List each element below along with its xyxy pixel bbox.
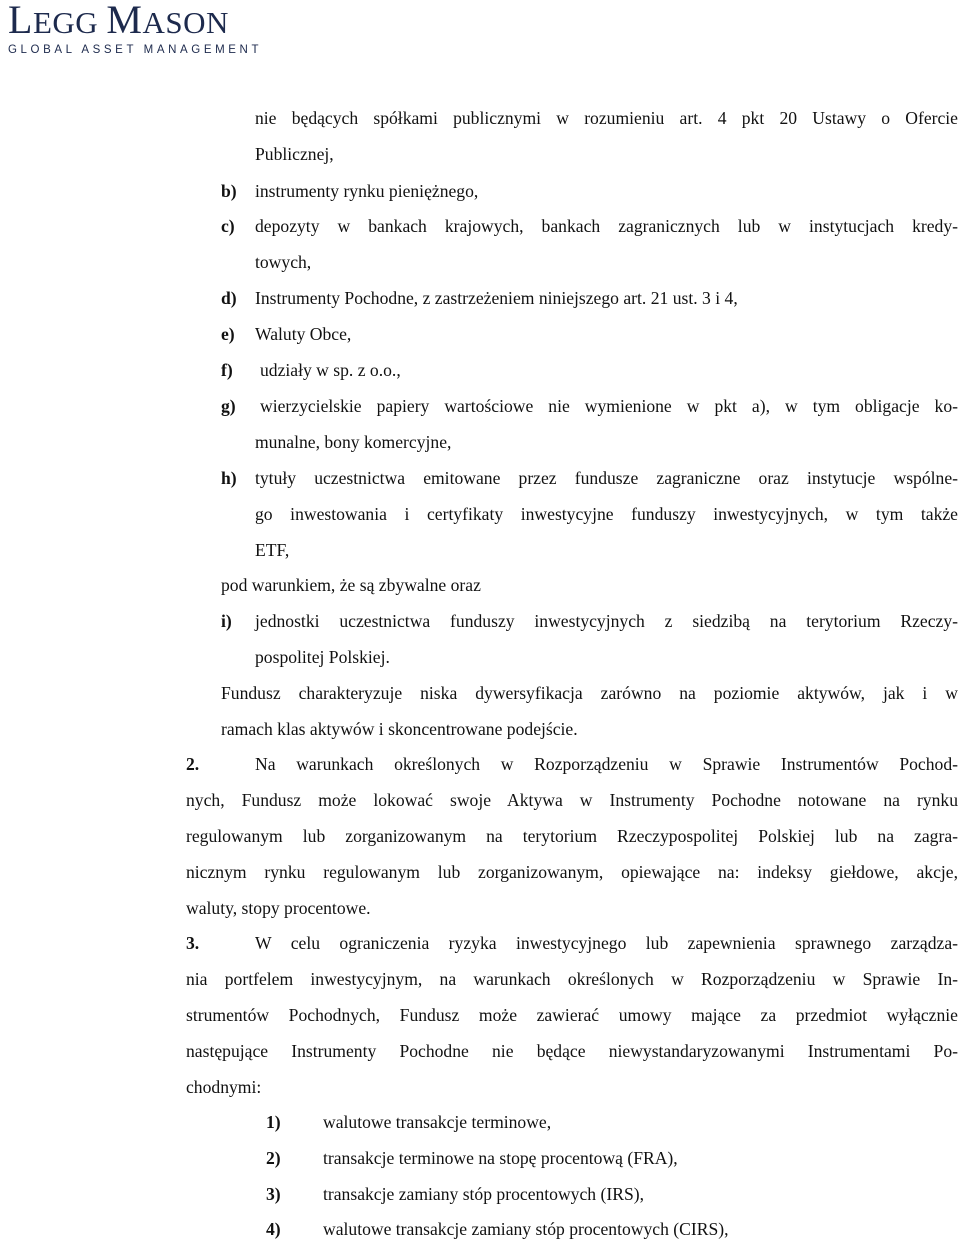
section-2-line-5: waluty, stopy procentowe.	[186, 898, 371, 918]
numbered-1-label: 1)	[266, 1112, 281, 1132]
numbered-4-label: 4)	[266, 1219, 281, 1239]
section-2-line-2: nych, Fundusz może lokować swoje Aktywa w Instrumenty Pochodne notowane na rynku	[186, 790, 958, 810]
logo-ason: ASON	[142, 5, 229, 40]
list-h-line-1: tytuły uczestnictwa emitowane przez fundusze zagraniczne oraz instytucje wspólne-	[255, 468, 958, 488]
logo-wordmark	[8, 0, 262, 43]
numbered-3-text: transakcje zamiany stóp procentowych (IRS),	[323, 1184, 644, 1204]
list-h-line-2: go inwestowania i certyfikaty inwestycyjne funduszy inwestycyjnych, w tym także	[255, 504, 958, 524]
numbered-2-text: transakcje terminowe na stopę procentową (FRA),	[323, 1148, 678, 1168]
list-b-label: b)	[221, 181, 237, 201]
logo-tagline: GLOBAL ASSET MANAGEMENT	[8, 44, 263, 56]
list-e-text: Waluty Obce,	[255, 324, 352, 344]
numbered-3-label: 3)	[266, 1184, 281, 1204]
section-2-number: 2.	[186, 754, 200, 774]
list-c-label: c)	[221, 216, 235, 236]
numbered-4-text: walutowe transakcje zamiany stóp procentowych (CIRS),	[323, 1219, 729, 1239]
list-i-line-2: pospolitej Polskiej.	[255, 647, 390, 667]
fund-line-2: ramach klas aktywów i skoncentrowane podejście.	[221, 719, 578, 739]
list-g-line-2: munalne, bony komercyjne,	[255, 432, 452, 452]
list-g-line-1: wierzycielskie papiery wartościowe nie wymienione w pkt a), w tym obligacje ko-	[260, 396, 958, 416]
section-3-number: 3.	[186, 933, 200, 953]
section-3-line-4: następujące Instrumenty Pochodne nie będące niewystandaryzowanymi Instrumentami Po-	[186, 1041, 958, 1061]
list-d-label: d)	[221, 288, 237, 308]
section-3-line-5: chodnymi:	[186, 1077, 262, 1097]
section-2-line-1: Na warunkach określonych w Rozporządzeniu w Sprawie Instrumentów Pochod-	[255, 754, 958, 774]
logo-m: M	[106, 0, 143, 42]
list-b-text: instrumenty rynku pieniężnego,	[255, 181, 479, 201]
logo-l: L	[8, 0, 33, 42]
logo-egg: EGG	[32, 5, 107, 40]
list-h-label: h)	[221, 468, 237, 488]
list-a-line-1: nie będących spółkami publicznymi w rozumieniu art. 4 pkt 20 Ustawy o Ofercie	[255, 108, 958, 128]
section-2-line-3: regulowanym lub zorganizowanym na terytorium Rzeczypospolitej Polskiej lub na zagra-	[186, 826, 958, 846]
list-c-line-2: towych,	[255, 252, 312, 272]
list-e-label: e)	[221, 324, 235, 344]
legg-mason-logo	[8, 0, 262, 56]
numbered-1-text: walutowe transakcje terminowe,	[323, 1112, 552, 1132]
list-d-text: Instrumenty Pochodne, z zastrzeżeniem niniejszego art. 21 ust. 3 i 4,	[255, 288, 738, 308]
section-3-line-1: W celu ograniczenia ryzyka inwestycyjnego lub zapewnienia sprawnego zarządza-	[255, 933, 958, 953]
condition-line: pod warunkiem, że są zbywalne oraz	[221, 575, 481, 595]
list-f-label: f)	[221, 360, 233, 380]
numbered-2-label: 2)	[266, 1148, 281, 1168]
list-h-line-3: ETF,	[255, 540, 290, 560]
list-c-line-1: depozyty w bankach krajowych, bankach zagranicznych lub w instytucjach kredy-	[255, 216, 958, 236]
list-a-line-2: Publicznej,	[255, 144, 334, 164]
section-3-line-2: nia portfelem inwestycyjnym, na warunkach określonych w Rozporządzeniu w Sprawie In-	[186, 969, 958, 989]
list-i-label: i)	[221, 611, 232, 631]
list-g-label: g)	[221, 396, 236, 416]
section-3-line-3: strumentów Pochodnych, Fundusz może zawierać umowy mające za przedmiot wyłącznie	[186, 1005, 958, 1025]
list-f-text: udziały w sp. z o.o.,	[260, 360, 401, 380]
fund-line-1: Fundusz charakteryzuje niska dywersyfikacja zarówno na poziomie aktywów, jak i w	[221, 683, 958, 703]
section-2-line-4: nicznym rynku regulowanym lub zorganizowanym, opiewające na: indeksy giełdowe, akcje,	[186, 862, 958, 882]
list-i-line-1: jednostki uczestnictwa funduszy inwestycyjnych z siedzibą na terytorium Rzeczy-	[255, 611, 958, 631]
